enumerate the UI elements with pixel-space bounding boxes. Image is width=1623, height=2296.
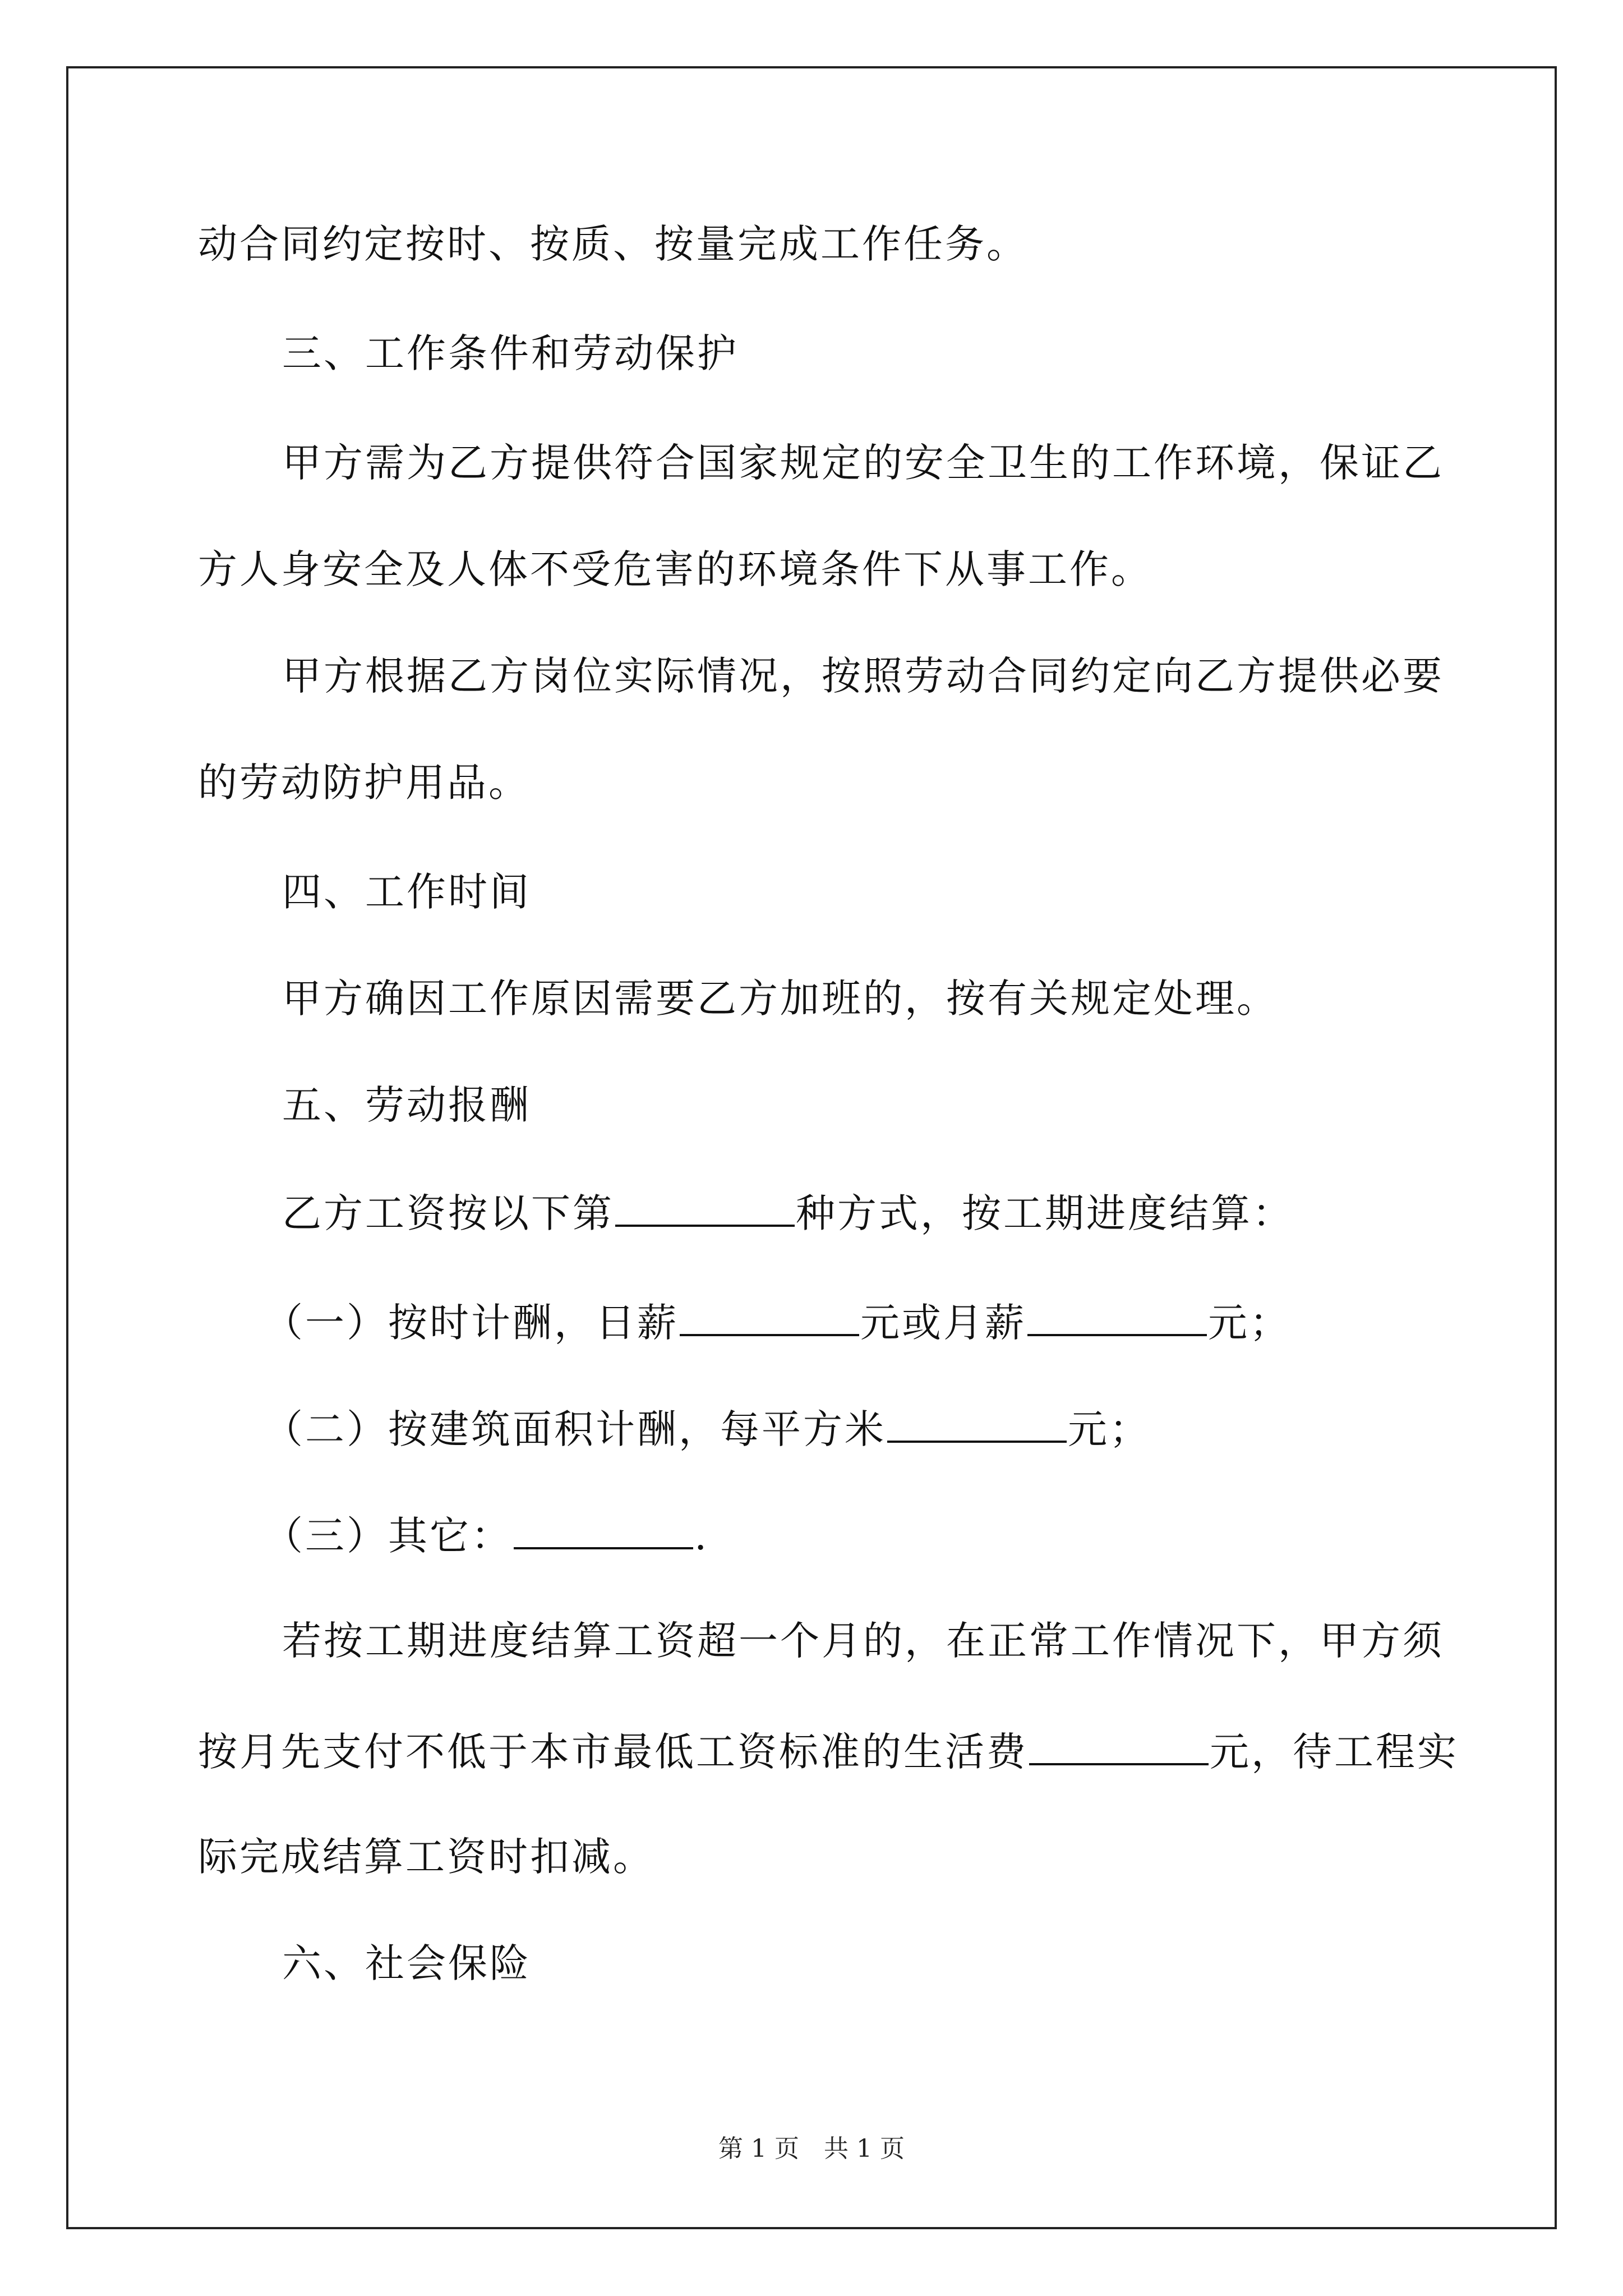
living-allowance-line (198, 1729, 1459, 1775)
page-border (66, 66, 1557, 2229)
pay-method-blank (615, 1192, 795, 1227)
paragraph-line: 际完成结算工资时扣减。 (198, 1834, 654, 1880)
pay-method-line (282, 1190, 1294, 1236)
paragraph-line: 动合同约定按时、按质、按量完成工作任务。 (198, 221, 1028, 267)
page-footer: 第 1 页 共 1 页 (718, 2134, 905, 2163)
section-heading-5: 五、劳动报酬 (282, 1082, 531, 1128)
daily-wage-blank (680, 1301, 859, 1336)
option-1-prefix: （一）按时计酬，日薪 (264, 1300, 679, 1346)
paragraph-line: 甲方根据乙方岗位实际情况，按照劳动合同约定向乙方提供必要 (282, 653, 1444, 699)
living-allowance-blank (1029, 1731, 1209, 1765)
option-2-line (264, 1406, 1151, 1452)
option-2-prefix: （二）按建筑面积计酬，每平方米 (264, 1406, 886, 1452)
living-allowance-prefix: 按月先支付不低于本市最低工资标准的生活费 (198, 1729, 1028, 1775)
paragraph-line: 若按工期进度结算工资超一个月的，在正常工作情况下，甲方须 (282, 1618, 1444, 1664)
section-heading-6: 六、社会保险 (282, 1940, 531, 1986)
paragraph-line: 的劳动防护用品。 (198, 760, 530, 806)
living-allowance-suffix: 元，待工程实 (1210, 1729, 1459, 1775)
option-3-prefix: （三）其它： (264, 1513, 513, 1559)
pay-method-prefix: 乙方工资按以下第 (282, 1190, 614, 1236)
option-1-mid: 元或月薪 (860, 1300, 1026, 1346)
section-heading-3: 三、工作条件和劳动保护 (282, 330, 739, 376)
paragraph-line: 甲方确因工作原因需要乙方加班的，按有关规定处理。 (282, 976, 1278, 1022)
paragraph-line: 方人身安全及人体不受危害的环境条件下从事工作。 (198, 546, 1152, 592)
area-rate-blank (887, 1408, 1067, 1443)
section-heading-4: 四、工作时间 (282, 869, 531, 915)
option-3-line (264, 1513, 709, 1559)
paragraph-line: 甲方需为乙方提供符合国家规定的安全卫生的工作环境，保证乙 (282, 440, 1444, 486)
monthly-wage-blank (1027, 1301, 1207, 1336)
option-1-suffix: 元； (1208, 1300, 1291, 1346)
option-1-line (264, 1300, 1291, 1346)
option-2-suffix: 元； (1068, 1406, 1151, 1452)
pay-method-suffix: 种方式，按工期进度结算： (796, 1190, 1294, 1236)
other-blank (514, 1515, 693, 1549)
option-3-suffix: . (694, 1513, 709, 1559)
